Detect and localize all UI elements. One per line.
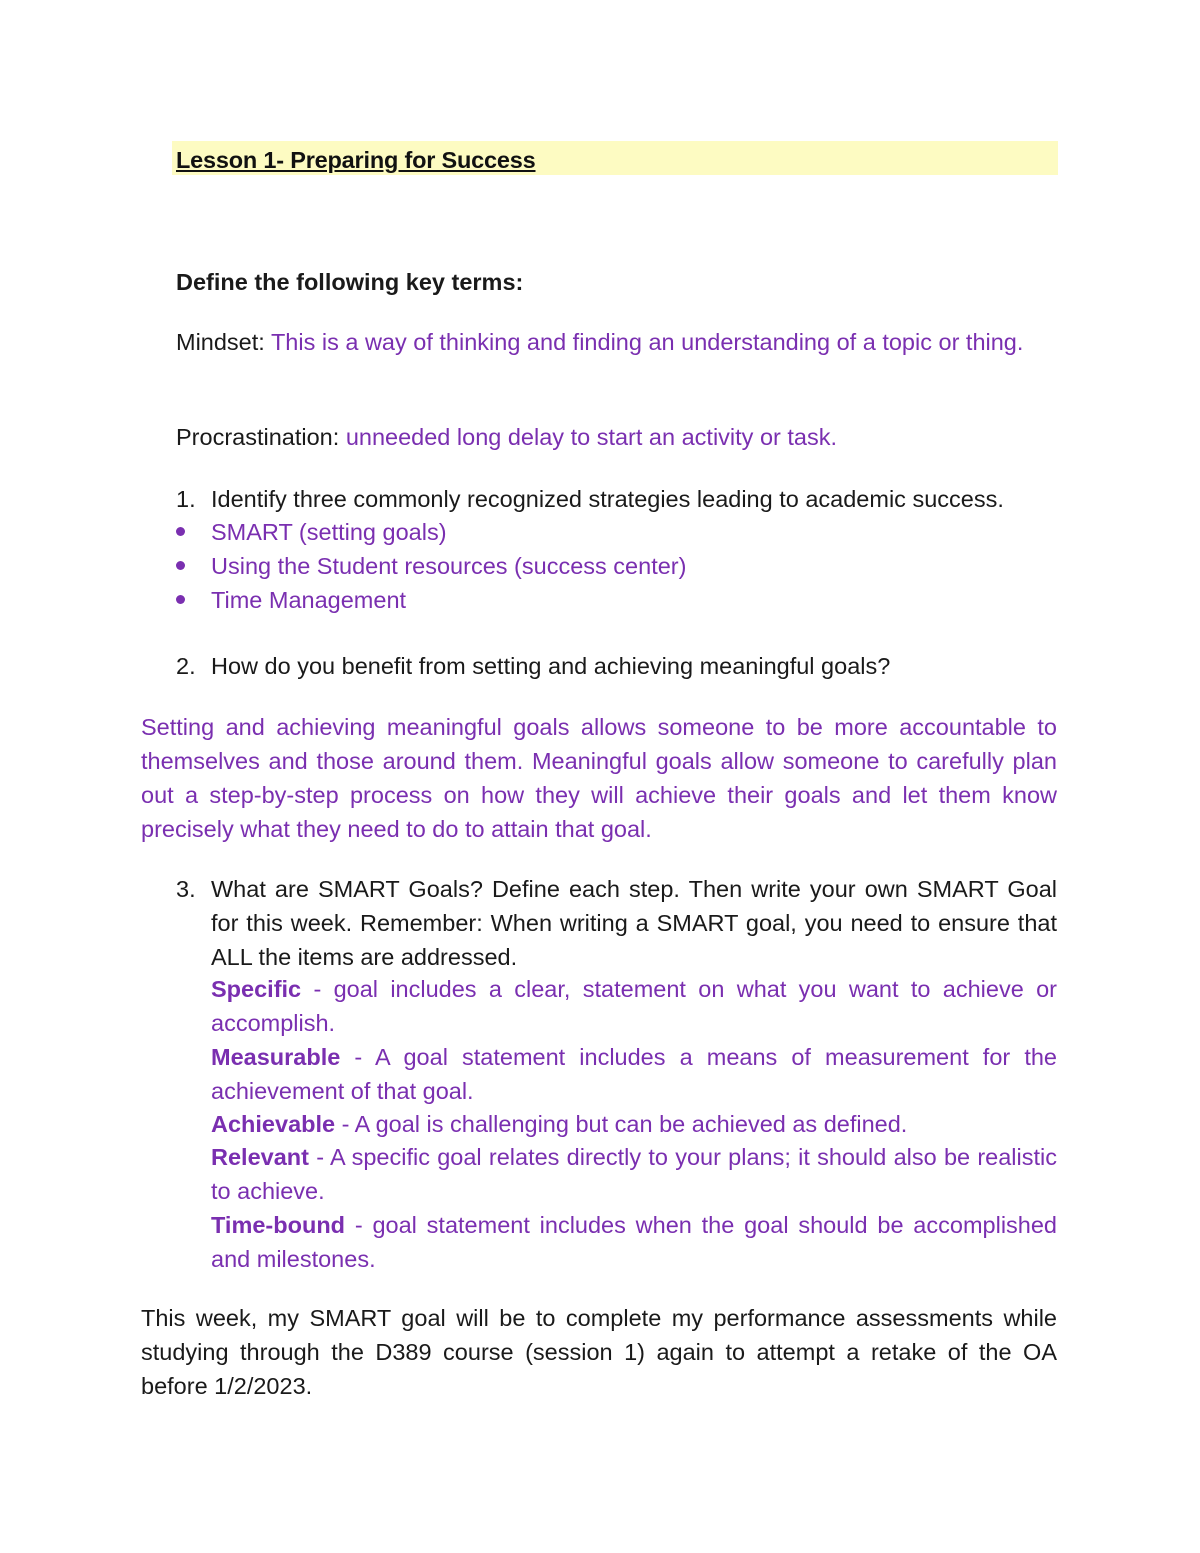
mindset-definition [176, 325, 1057, 359]
procrastination-answer: unneeded long delay to start an activity or task. [345, 424, 837, 450]
smart-step-relevant [211, 1140, 1057, 1208]
question-2-number: 2. [176, 653, 196, 679]
smart-step-definition: - A specific goal relates directly to your plans; it should also be realistic to achieve. [211, 1144, 1057, 1204]
question-3-number: 3. [176, 876, 196, 902]
bullet-icon [176, 561, 185, 570]
smart-step-time-bound [211, 1208, 1057, 1276]
strategy-item: SMART (setting goals) [211, 519, 447, 545]
procrastination-label: Procrastination: [176, 424, 340, 450]
question-2-text: How do you benefit from setting and achieving meaningful goals? [211, 653, 891, 679]
question-1-number: 1. [176, 486, 196, 512]
bullet-icon [176, 595, 185, 604]
smart-step-definition: - goal statement includes when the goal should be accomplished and milestones. [211, 1212, 1057, 1272]
smart-step-term: Time-bound [211, 1212, 346, 1238]
bullet-icon [176, 527, 185, 536]
smart-step-measurable [211, 1040, 1057, 1108]
procrastination-definition [176, 420, 1057, 454]
smart-step-definition: - A goal is challenging but can be achieved as defined. [335, 1111, 908, 1137]
smart-step-term: Relevant [211, 1144, 309, 1170]
strategy-item: Time Management [211, 587, 407, 613]
strategy-item: Using the Student resources (success center) [211, 553, 687, 579]
question-3-text: What are SMART Goals? Define each step. Then write your own SMART Goal for this week. Remember: When writing a SMART goal, you need to ensure that ALL the items are addressed. [211, 876, 1057, 970]
smart-step-specific [211, 972, 1057, 1040]
mindset-answer: This is a way of thinking and finding an understanding of a topic or thing. [270, 329, 1024, 355]
lesson-title: Lesson 1- Preparing for Success [176, 147, 536, 173]
smart-step-term: Achievable [211, 1111, 336, 1137]
smart-step-term: Specific [211, 976, 302, 1002]
question-2-answer: Setting and achieving meaningful goals allows someone to be more accountable to themselves and those around them. Meaningful goals allow someone to carefully plan out a step-by-step process on how they will achieve their goals and let them know precisely what they need to do to attain that goal. [141, 714, 1057, 842]
mindset-label: Mindset: [176, 329, 265, 355]
question-1-text: Identify three commonly recognized strategies leading to academic success. [211, 486, 1004, 512]
my-smart-goal: This week, my SMART goal will be to complete my performance assessments while studying through the D389 course (session 1) again to attempt a retake of the OA before 1/2/2023. [141, 1305, 1057, 1399]
define-heading: Define the following key terms: [176, 269, 524, 295]
smart-step-definition: - goal includes a clear, statement on what you want to achieve or accomplish. [211, 976, 1057, 1036]
smart-step-term: Measurable [211, 1044, 341, 1070]
smart-step-definition: - A goal statement includes a means of measurement for the achievement of that goal. [211, 1044, 1057, 1104]
smart-step-achievable [211, 1107, 1057, 1141]
